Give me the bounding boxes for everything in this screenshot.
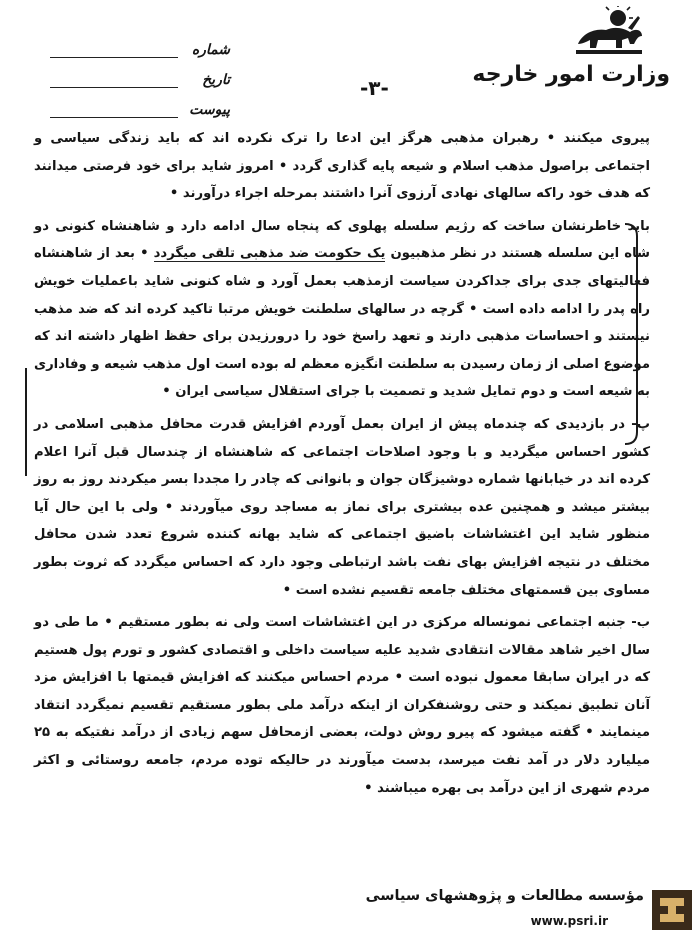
lion-and-sun-emblem [572, 6, 646, 56]
ref-line-number [50, 43, 178, 58]
watermark-footer [365, 882, 700, 940]
page-number: -۳- [360, 76, 389, 100]
ref-label-attachment: پیوست [189, 102, 230, 118]
institute-url[interactable]: www.psri.ir [530, 914, 608, 928]
ref-line-attachment [50, 103, 178, 118]
ref-label-date: تاریخ [202, 72, 230, 88]
ref-label-number: شماره [191, 42, 230, 58]
margin-line-mark [24, 368, 28, 476]
paragraph-3: پ- در بازدیدی که چندماه پیش از ایران بعمل آوردم افزایش قدرت محافل مذهبی اسلامی در کشور احساس میگردید و با وجود اصلاحات اجتماعی که شاهنشاه از چندسال قبل آنرا اعلام کرده اند در خیابانها شماره دوشیزگان جوان و بانوانی که چادر را مجددا بسر میکردند روز به روز بیشتر میشد و همچنین عده بیشتری برای نماز به مساجد روی میآوردند • ولی با این حال آیا منظور شاید این اغتشاشات باضیق اجتماعی که شاید بهانه کننده شروع تعدد شدن محافل مختلف در نتیجه افزایش بهای نفت باشد ارتباطی وجود دارد که احساس میگردد که ثروت بطور مساوی بین قسمتهای مختلف جامعه تقسیم نشده است • [34, 416, 650, 598]
ministry-heading: وزارت امور خارجه [472, 62, 670, 87]
reference-fields [50, 28, 230, 118]
underlined-phrase: یک حکومت ضد مذهبی تلقی میگردد [153, 246, 386, 262]
ref-row-attachment [50, 88, 230, 118]
paragraph-2: باید خاطرنشان ساخت که رژیم سلسله پهلوی که پنجاه سال ادامه دارد و شاهنشاه کنونی دو شاه این سلسله هستند در نظر مذهبیون یک حکومت ضد مذهبی تلقی میگردد • بعد از شاهنشاه فعالیتهای جدی برای جداکردن سیاست ازمذهب بعمل آورد و شاه کنونی شاید باعملیات خویش راه پدر را ادامه داده است • گرچه در سالهای سلطنت خویش مرتبا تاکید کرده اند که ضد مذهب نیستند و احساسات مذهبی دارند و تعهد راسخ خود را درورزیدن برای حفظ اظهار داشته اند که موضوع اصلی از زمان رسیدن به سلطنت انگیزه معظم له بوده است اول مذهب شیعه و وفاداری به شیعه است و دوم تمایل شدید و تصمیت با جرای استقلال سیاسی ایران • [34, 218, 650, 400]
margin-bracket-mark [621, 222, 641, 446]
institute-name: مؤسسه مطالعات و پژوهشهای سیاسی [365, 888, 644, 904]
paragraph-1: پیروی میکنند • رهبران مذهبی هرگز این ادعا را ترک نکرده اند که باید زندگی سیاسی و اجتماعی براصول مذهب اسلام و شیعه پایه گذاری گردد • امروز شاید برای خود فرصتی میدانند که هدف خود راکه سالهای نهادی آرزوی آنرا داشتند بمرحله اجراء درآورند • [34, 131, 650, 202]
paragraph-4: ب- جنبه اجتماعی نمونساله مرکزی در این اغتشاشات است ولی نه بطور مستقیم • ما طی دو سال اخیر شاهد مقالات انتقادی شدید علیه سیاست داخلی و اقتصادی کشور و تورم پول هستیم که در ایران سابقا معمول نبوده است • مردم احساس میکنند که افزایش قیمتها با افزایش مزد آنان تطبیق نمیکند و حتی روشنفکران از اینکه درآمد ملی بطور مستقیم تقسیم نمیگردد انتقاد مینمایند • گفته میشود که پیرو روش دولت، بعضی ازمحافل سهم زیادی از درآمد نفتیکه به ۲۵ میلیارد دلار در آمد نفت میرسد، بدست میآورند در حالیکه توده مردم، جامعه روستائی و اکثر مردم شهری از این درآمد بی بهره میباشند • [34, 615, 650, 796]
ref-row-number [50, 28, 230, 58]
ref-line-date [50, 73, 178, 88]
ref-row-date [50, 58, 230, 88]
letter-body [34, 125, 650, 807]
psri-logo [652, 890, 692, 930]
